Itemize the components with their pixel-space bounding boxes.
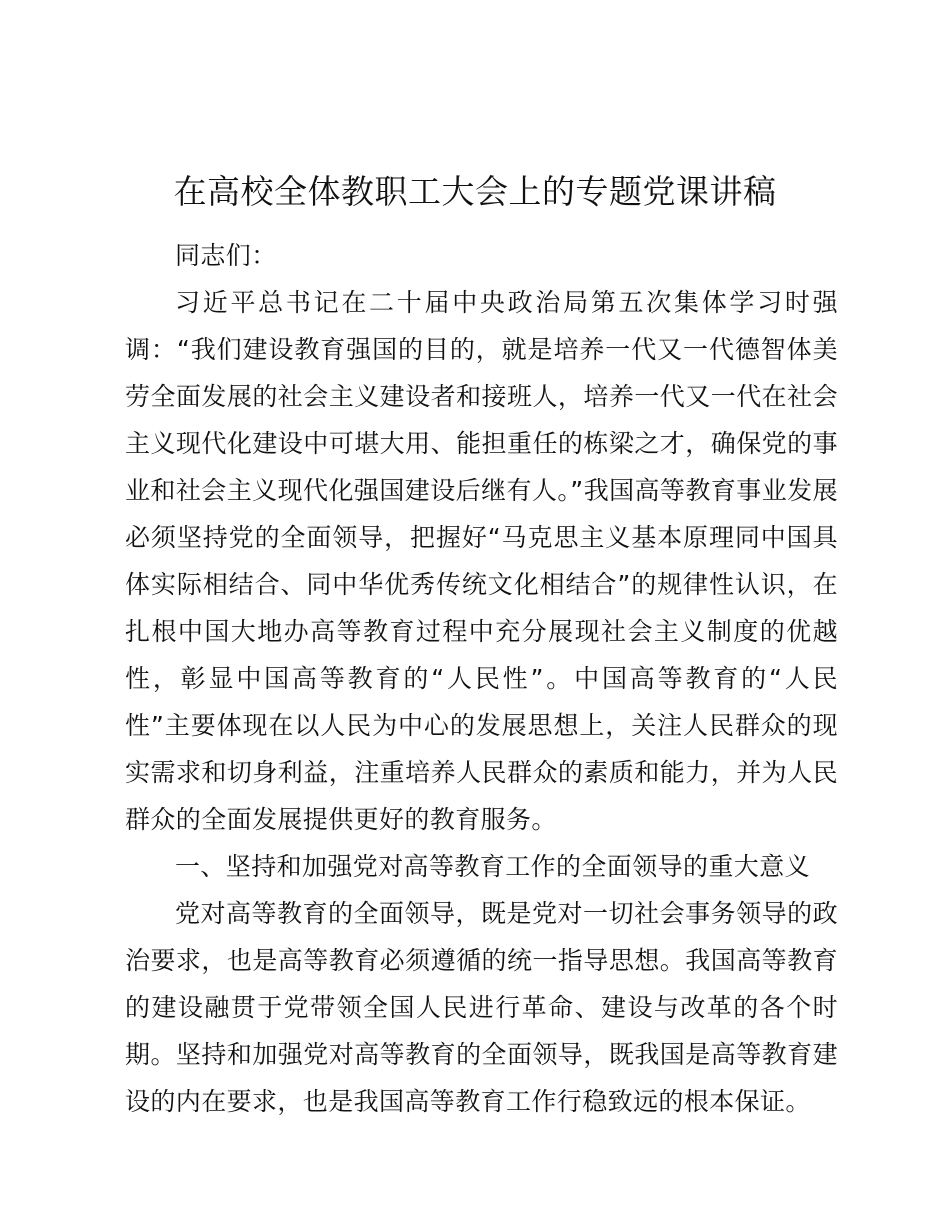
body-paragraph: 党对高等教育的全面领导，既是党对一切社会事务领导的政治要求，也是高等教育必须遵循的统一指导思想。我国高等教育的建设融贯于党带领全国人民进行革命、建设与改革的各个时期。坚持和加强党对高等教育的全面领导，既我国是高等教育建设的内在要求，也是我国高等教育工作行稳致远的根本保证。: [125, 899, 838, 1116]
body-paragraph: 习近平总书记在二十届中央政治局第五次集体学习时强调：“我们建设教育强国的目的，就是培养一代又一代德智体美劳全面发展的社会主义建设者和接班人，培养一代又一代在社会主义现代化建设中可堪大用、能担重任的栋梁之才，确保党的事业和社会主义现代化强国建设后继有人。”我国高等教育事业发展必须坚持党的全面领导，把握好“马克思主义基本原理同中国具体实际相结合、同中华优秀传统文化相结合”的规律性认识，在扎根中国大地办高等教育过程中充分展现社会主义制度的优越性，彰显中国高等教育的“人民性”。中国高等教育的“人民性”主要体现在以人民为中心的发展思想上，关注人民群众的现实需求和切身利益，注重培养人民群众的素质和能力，并为人民群众的全面发展提供更好的教育服务。: [125, 288, 838, 834]
document-title: 在高校全体教职工大会上的专题党课讲稿: [173, 172, 777, 211]
section-heading: 一、坚持和加强党对高等教育工作的全面领导的重大意义: [175, 852, 811, 881]
salutation: 同志们：: [175, 241, 277, 270]
document-body: [125, 232, 838, 1125]
